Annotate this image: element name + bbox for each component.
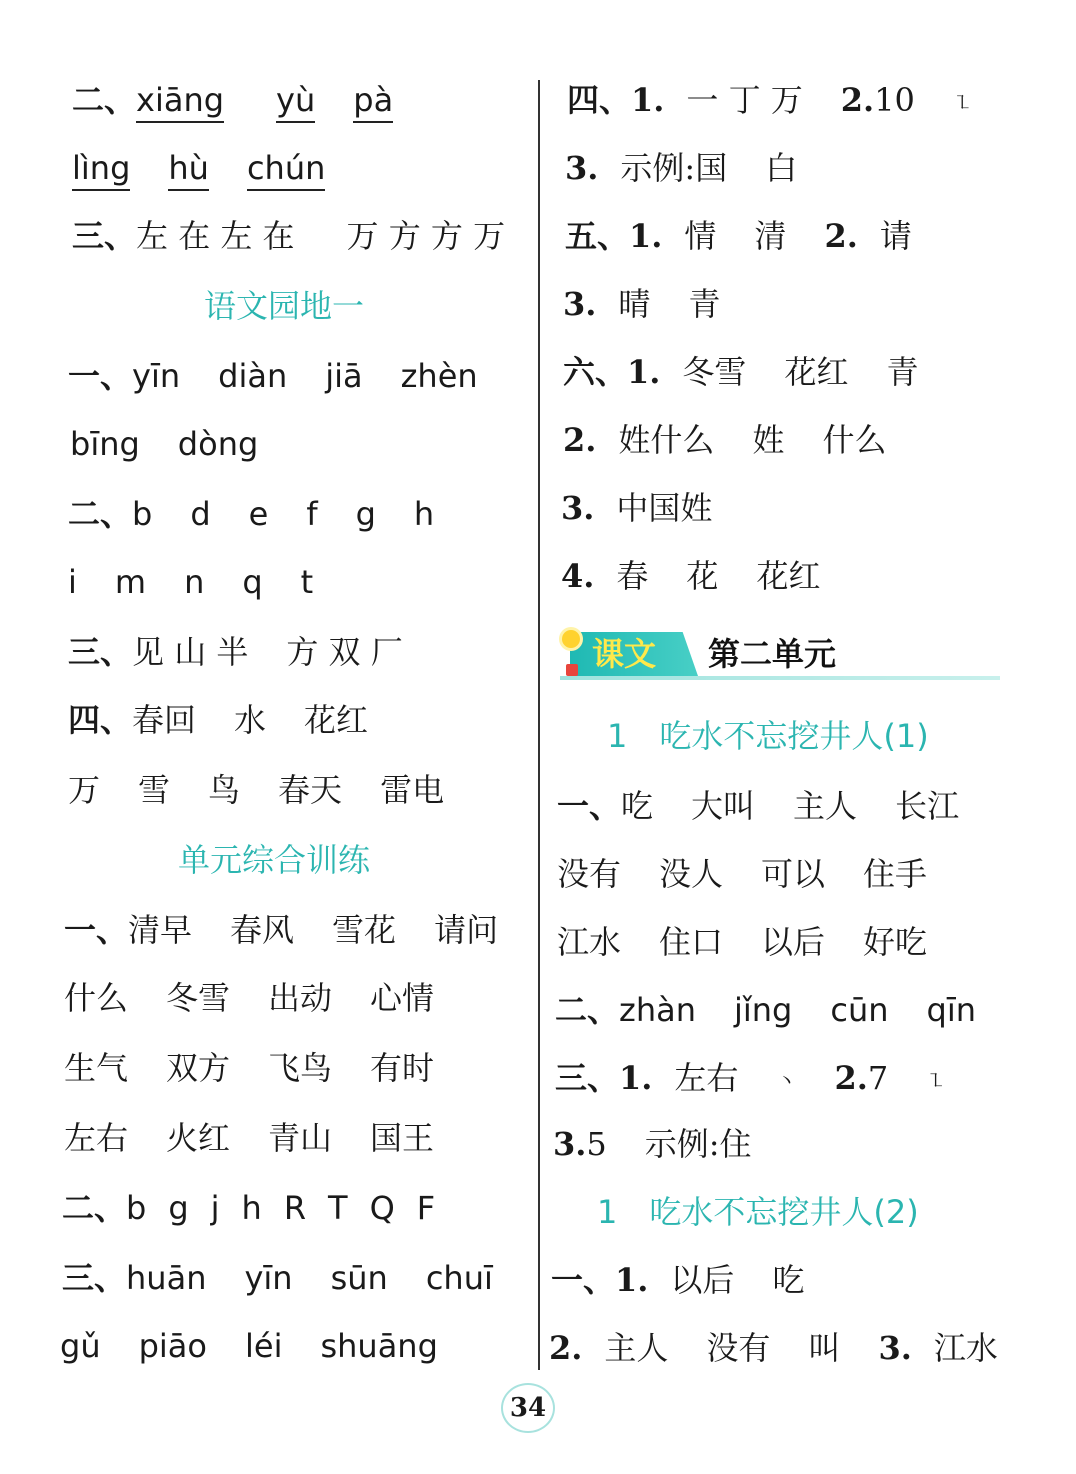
letter: h [241,1189,262,1227]
answer-text: 10 [874,81,915,119]
section-heading: 单元综合训练 [178,841,371,879]
answer-text: 花红 [304,701,369,739]
pinyin: zhàn [619,991,696,1029]
answer-line [557,786,959,826]
answer-line [565,216,912,256]
answer-text: 出动 [268,979,333,1017]
item-number: 2. [840,81,875,119]
answer-text: 没有 [557,855,622,893]
answer-text: 以后 [761,923,826,961]
section-label: 二、 [555,991,620,1029]
letter: Q [369,1189,395,1227]
answer-line [64,910,498,950]
item-number: 3. [553,1125,587,1163]
section-label: 三、 [72,217,137,255]
answer-text: 白 [765,149,798,187]
section-label: 五、 [565,217,630,255]
answer-text: 青山 [268,1119,333,1157]
answer-text: 主人 [604,1329,669,1367]
item-number: 1. [631,81,665,119]
answer-text: 长江 [895,787,960,825]
pinyin: shuāng [320,1327,438,1365]
answer-text: 什么 [822,421,887,459]
section-label: 三、 [555,1059,620,1097]
answer-text: 雪 [138,771,171,809]
answer-line [557,922,927,962]
answer-text: 情 [684,217,717,255]
letter: m [114,563,147,601]
letter: b [126,1189,147,1227]
pinyin: yīn [244,1259,293,1297]
stroke-glyph: ㇅ [952,90,973,115]
answer-text: 可以 [761,855,826,893]
section-label: 二、 [68,495,133,533]
item-number: 2. [834,1059,868,1097]
answer-line [60,1326,438,1366]
answer-line [62,1258,493,1298]
answer-text: 春回 [132,701,197,739]
pinyin: gǔ [60,1327,101,1365]
section-label: 四、 [567,81,632,119]
pinyin: jiā [325,357,363,395]
answer-line [62,1188,435,1228]
answer-text: 吃 [621,787,654,825]
answer-text: 有时 [370,1049,435,1087]
answer-text: 什么 [64,979,129,1017]
pinyin: chún [247,148,325,191]
answer-text: 晴 [618,285,651,323]
answer-text: 青 [688,285,721,323]
pot-icon [566,664,578,676]
section-heading: 语文园地一 [204,287,365,325]
pinyin: yīn [132,357,181,395]
answer-line [565,148,797,188]
answer-line [555,990,976,1030]
item-number: 4. [561,557,595,595]
answer-line [72,148,325,191]
answer-text: 清早 [128,911,193,949]
letter: f [306,495,318,533]
letter: t [300,563,314,601]
letter: i [68,563,77,601]
pinyin: yù [276,80,315,123]
answer-text: 冬雪 [166,979,231,1017]
answer-text: 花 [686,557,719,595]
answer-text: 青 [886,353,919,391]
pinyin: huān [126,1259,207,1297]
lesson-heading: 1 吃水不忘挖井人(2) [597,1193,919,1231]
answer-text: 国王 [370,1119,435,1157]
answer-line [68,356,478,396]
answer-line [567,80,973,123]
pinyin: piāo [138,1327,207,1365]
answer-line [68,494,434,534]
answer-text: 江水 [933,1329,998,1367]
letter: e [248,495,269,533]
answer-text: 叫 [808,1329,841,1367]
answer-text: 水 [234,701,267,739]
section-label: 二、 [72,81,137,119]
pinyin: diàn [218,357,288,395]
section-label: 二、 [62,1189,127,1227]
answer-line [561,488,712,528]
answer-text: 姓什么 [618,421,715,459]
item-number: 1. [627,353,661,391]
answer-text: 一 丁 万 [686,81,803,119]
answer-line [551,1260,804,1300]
answer-text: 心情 [370,979,435,1017]
answer-line [549,1328,998,1368]
item-number: 3. [878,1329,912,1367]
answer-text: 花红 [756,557,821,595]
pinyin: bīng [70,425,140,463]
stroke-glyph: ㇅ [926,1068,947,1093]
answer-text: 火红 [166,1119,231,1157]
letter: h [413,495,435,533]
answer-text: 主人 [793,787,858,825]
item-number: 3. [561,489,595,527]
answer-text: 左右 [64,1119,129,1157]
answer-line [563,284,720,324]
pinyin: chuī [425,1259,493,1297]
answer-line [72,80,393,123]
answer-line [561,556,820,596]
answer-text: 中国姓 [616,489,713,527]
answer-text: 7 [867,1059,889,1097]
lightbulb-icon [562,630,580,648]
answer-text: 吃 [772,1261,805,1299]
answer-line [563,420,886,460]
answer-line [68,770,444,810]
answer-text: 左右 [674,1059,739,1097]
answer-text: 大叫 [691,787,756,825]
answer-text: 万 [68,771,101,809]
answer-text: 住手 [863,855,928,893]
answer-text: 万 方 方 万 [346,217,506,255]
item-number: 2. [563,421,597,459]
answer-text: 春 [616,557,649,595]
answer-line [64,1118,434,1158]
answer-line [555,1058,946,1101]
answer-line [553,1124,752,1164]
answer-text: 方 双 厂 [286,633,403,671]
letter: b [132,495,153,533]
answer-text: 春天 [278,771,343,809]
answer-text: 雷电 [380,771,445,809]
section-label: 四、 [68,701,133,739]
item-number: 1. [615,1261,649,1299]
section-label: 一、 [64,911,129,949]
answer-line [68,632,403,672]
letter: F [416,1189,436,1227]
answer-line [64,1048,434,1088]
answer-text: 冬雪 [682,353,747,391]
answer-text: 花红 [784,353,849,391]
item-number: 3. [563,285,597,323]
unit-tag-label: 课文 [592,635,657,673]
answer-text: 请问 [434,911,499,949]
answer-text: 好吃 [863,923,928,961]
answer-line [563,352,918,392]
answer-line [68,562,313,602]
answer-text: 飞鸟 [268,1049,333,1087]
answer-line [72,216,505,256]
answer-text: 双方 [166,1049,231,1087]
answer-line [64,978,434,1018]
page-number: 34 [501,1383,555,1433]
unit-underline [560,676,1000,680]
answer-text: 生气 [64,1049,129,1087]
answer-text: 见 山 半 [132,633,249,671]
column-divider [538,80,540,1370]
lesson-heading: 1 吃水不忘挖井人(1) [607,717,929,755]
answer-text: 鸟 [208,771,241,809]
letter: T [328,1189,348,1227]
answer-line [557,854,927,894]
pinyin: qīn [926,991,976,1029]
pinyin: hù [168,148,209,191]
unit-banner [560,628,1000,684]
item-number: 1. [619,1059,653,1097]
item-number: 2. [549,1329,583,1367]
answer-text: 春风 [230,911,295,949]
section-label: 一、 [68,357,133,395]
letter: j [210,1189,220,1227]
item-number: 2. [824,217,858,255]
answer-text: 示例:国 [620,149,728,187]
pinyin: dòng [177,425,259,463]
section-label: 一、 [557,787,622,825]
answer-text: 5 [586,1125,607,1163]
pinyin: xiāng [136,80,224,123]
letter: g [168,1189,189,1227]
letter: g [355,495,376,533]
answer-text: 请 [879,217,912,255]
answer-line [68,700,368,740]
section-label: 一、 [551,1261,616,1299]
item-number: 3. [565,149,599,187]
pinyin: léi [244,1327,283,1365]
answer-text: 清 [754,217,787,255]
answer-line [70,424,258,464]
answer-text: 姓 [752,421,785,459]
pinyin: pà [353,80,393,123]
pinyin: sūn [330,1259,388,1297]
letter: d [190,495,211,533]
unit-title: 第二单元 [708,635,837,673]
section-label: 三、 [68,633,133,671]
answer-text: 没有 [706,1329,771,1367]
answer-text: 左 在 左 在 [136,217,295,255]
section-label: 三、 [62,1259,127,1297]
pinyin: lìng [72,148,130,191]
answer-text: 雪花 [332,911,397,949]
letter: q [242,563,263,601]
pinyin: cūn [830,991,889,1029]
section-label: 六、 [563,353,628,391]
answer-text: 住口 [659,923,724,961]
answer-text: 示例:住 [644,1125,752,1163]
answer-text: 没人 [659,855,724,893]
item-number: 1. [629,217,663,255]
answer-text: 以后 [670,1261,735,1299]
answer-text: 江水 [557,923,622,961]
letter: R [283,1189,307,1227]
stroke-glyph: 丶 [776,1068,797,1093]
pinyin: zhèn [400,357,478,395]
pinyin: jǐng [733,991,793,1029]
letter: n [184,563,205,601]
